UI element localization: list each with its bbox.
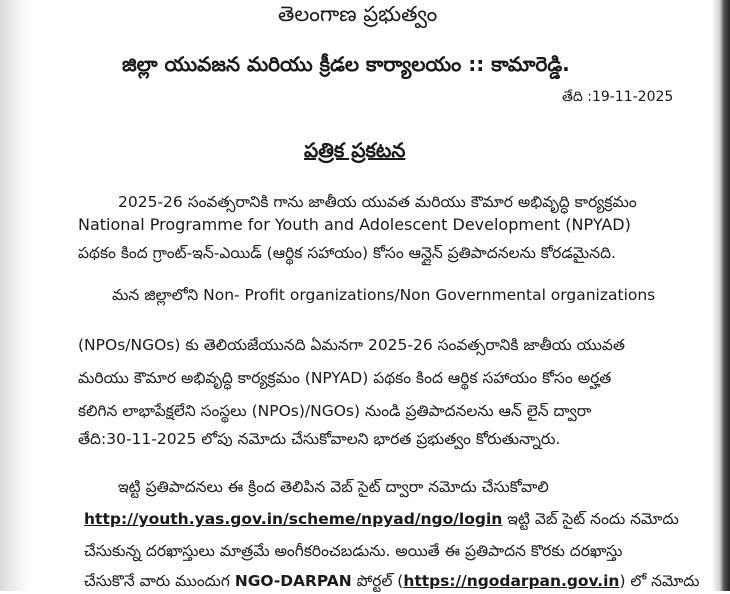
paragraph-3-line-4-text-a: చేసుకొనే వారు ముందుగ [84, 572, 230, 590]
paragraph-3-line-1: ఇట్టి ప్రతిపాదనలు ఈ క్రింద తెలిపిన వెబ్ సైట్ ద్వారా నమోదు చేసుకోవాలి [118, 478, 549, 496]
paragraph-3-line-4-text-d: ) లో నమోదు [619, 572, 700, 590]
ngo-darpan-label: NGO-DARPAN [234, 572, 352, 590]
paragraph-3-line-2 [84, 510, 679, 532]
scan-shadow-left [0, 0, 30, 591]
paragraph-1-line-2: National Programme for Youth and Adolescent Development (NPYAD) [78, 215, 631, 234]
paragraph-2-line-4: కలిగిన లాభాపేక్షలేని సంస్థలు (NPOs)/NGOs) నుండి ప్రతిపాదనలను ఆన్ లైన్ ద్వారా [78, 402, 592, 420]
office-name: జిల్లా యువజన మరియు క్రీడల కార్యాలయం :: కామారెడ్డి. [122, 52, 570, 76]
paragraph-3-line-4-text-c: పోర్టల్ ( [356, 572, 404, 590]
paragraph-1-line-3: పథకం కింద గ్రాంట్-ఇన్-ఎయిడ్ (ఆర్థిక సహాయం) కోసం ఆన్లైన్ ప్రతిపాదనలను కోరడమైనది. [78, 244, 616, 262]
paragraph-2-line-2: (NPOs/NGOs) కు తెలియజేయునది ఏమనగా 2025-26 సంవత్సరానికి జాతీయ యువత [78, 336, 625, 354]
paragraph-1-line-1: 2025-26 సంవత్సరానికి గాను జాతీయ యువత మరియు కౌమార అభివృద్ధి కార్యక్రమం [118, 193, 637, 211]
paragraph-3-line-2-text: ఇట్టి వెబ్ సైట్ నందు నమోదు [507, 510, 679, 528]
ngo-darpan-link[interactable]: https://ngodarpan.gov.in [403, 572, 620, 590]
paragraph-2-line-5: తేది:30-11-2025 లోపు నమోదు చేసుకోవాలని భారత ప్రభుత్వం కోరుతున్నారు. [78, 430, 561, 448]
government-name: తెలంగాణ ప్రభుత్వం [278, 2, 438, 26]
paragraph-2-line-1: మన జిల్లాలోని Non- Profit organizations/Non Governmental organizations [112, 286, 656, 304]
paragraph-2-line-3: మరియు కౌమార అభివృద్ధి కార్యక్రమం (NPYAD) పథకం కింద ఆర్థిక సహాయం కోసం అర్హత [78, 369, 612, 387]
npyad-portal-link[interactable]: http://youth.yas.gov.in/scheme/npyad/ngo/login [84, 510, 503, 528]
scan-shadow-right [712, 0, 730, 591]
press-release-title: పత్రిక ప్రకటన [304, 138, 406, 162]
paragraph-3-line-3: చేసుకున్న దరఖాస్తులు మాత్రమే అంగీకరించబడును. అయితే ఈ ప్రతిపాదన కొరకు దరఖాస్తు [84, 542, 623, 560]
issue-date: తేది :19-11-2025 [562, 89, 674, 105]
